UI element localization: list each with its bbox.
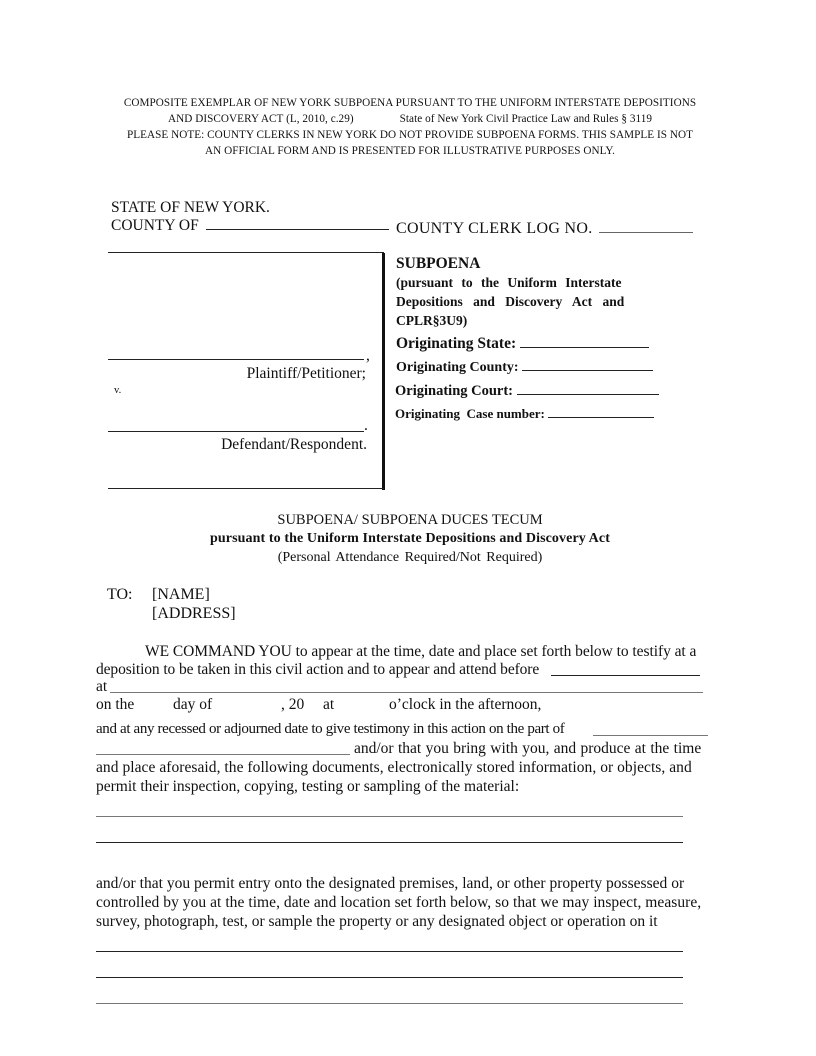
originating-state-field[interactable] <box>520 333 649 348</box>
subtitle-text-1: (pursuant to the Uniform Interstate <box>396 275 622 290</box>
attend-before-field[interactable] <box>551 675 700 676</box>
caption-bottom-rule <box>108 488 384 489</box>
plaintiff-field[interactable] <box>108 345 364 360</box>
header-cplr-citation: State of New York Civil Practice Law and Rules § 3119 <box>399 113 652 125</box>
plaintiff-label: Plaintiff/Petitioner; <box>246 365 366 382</box>
property-line-2[interactable] <box>96 977 683 978</box>
on-behalf-of-field[interactable] <box>593 735 708 736</box>
defendant-period: . <box>364 417 368 434</box>
originating-court-field[interactable] <box>517 381 659 395</box>
produce-line-1: and/or that you bring with you, and produce at the time <box>354 740 702 757</box>
materials-line-2[interactable] <box>96 842 683 843</box>
at-label: at <box>96 678 108 695</box>
document-title-block <box>180 511 640 567</box>
county-clerk-log <box>396 218 693 238</box>
location-field[interactable] <box>110 692 703 693</box>
entry-line-3: survey, photograph, test, or sample the property or any designated object or operation on it <box>96 913 658 930</box>
originating-case-label: Originating Case number: <box>395 406 545 421</box>
document-title: SUBPOENA/ SUBPOENA DUCES TECUM <box>277 512 543 528</box>
header-act-citation: AND DISCOVERY ACT (L, 2010, c.29) <box>168 113 354 125</box>
log-label: COUNTY CLERK LOG NO. <box>396 220 593 237</box>
county-label: COUNTY OF <box>111 217 199 234</box>
originating-state-row <box>396 333 649 354</box>
subtitle-line-2: Depositions and Discovery Act and <box>396 294 625 309</box>
command-line-1: WE COMMAND YOU to appear at the time, date and place set forth below to testify at a <box>145 643 697 660</box>
caption-vertical-bar <box>382 253 385 490</box>
on-the-label: on the <box>96 696 135 713</box>
year-label: , 20 <box>281 696 305 713</box>
header-line-4: AN OFFICIAL FORM AND IS PRESENTED FOR ILLUSTRATIVE PURPOSES ONLY. <box>205 145 615 157</box>
header-line-3: PLEASE NOTE: COUNTY CLERKS IN NEW YORK DO NOT PROVIDE SUBPOENA FORMS. THIS SAMPLE IS NOT <box>126 129 694 141</box>
document-header <box>80 95 740 159</box>
recess-line: and at any recessed or adjourned date to give testimony in this action on the part of <box>96 721 565 737</box>
versus-label: v. <box>114 385 122 396</box>
entry-line-1: and/or that you permit entry onto the designated premises, land, or other property possessed or <box>96 875 685 892</box>
log-number-field[interactable] <box>599 218 693 233</box>
document-subtitle: pursuant to the Uniform Interstate Depositions and Discovery Act <box>210 531 610 546</box>
originating-county-label: Originating County: <box>396 360 519 375</box>
oclock-label: o’clock in the afternoon, <box>389 696 542 713</box>
county-field[interactable] <box>206 215 389 230</box>
defendant-label: Defendant/Respondent. <box>221 436 367 453</box>
entry-line-2: controlled by you at the time, date and location set forth below, so that we may inspect, measure, <box>96 894 702 911</box>
subpoena-subtitle <box>396 273 641 330</box>
time-at-label: at <box>323 696 335 713</box>
defendant-field[interactable] <box>108 418 364 432</box>
property-line-1[interactable] <box>96 951 683 952</box>
recipient-address[interactable]: [ADDRESS] <box>152 605 236 622</box>
produce-line-2: and place aforesaid, the following documents, electronically stored information, or objects, and <box>96 759 692 776</box>
materials-line-1[interactable] <box>96 816 683 817</box>
plaintiff-comma: , <box>366 347 370 364</box>
venue-state: STATE OF NEW YORK. <box>111 199 270 216</box>
plaintiff-name-line[interactable] <box>108 345 368 360</box>
on-behalf-of-field-continued[interactable] <box>96 754 350 755</box>
recipient-name[interactable]: [NAME] <box>152 586 210 603</box>
header-line-2 <box>80 111 740 127</box>
command-line-2: deposition to be taken in this civil action and to appear and attend before <box>96 661 540 678</box>
venue-county <box>111 215 389 235</box>
attendance-note: (Personal Attendance Required/Not Required) <box>277 550 543 565</box>
subtitle-line-3: CPLR§3U9) <box>396 313 468 328</box>
header-line-1: COMPOSITE EXEMPLAR OF NEW YORK SUBPOENA PURSUANT TO THE UNIFORM INTERSTATE DEPOSITIONS <box>123 97 697 109</box>
produce-line-3: permit their inspection, copying, testing or sampling of the material: <box>96 778 520 795</box>
originating-state-label: Originating State: <box>396 335 517 352</box>
originating-case-field[interactable] <box>548 405 654 418</box>
day-of-label: day of <box>173 696 213 713</box>
originating-county-field[interactable] <box>522 357 653 371</box>
subtitle-line-1 <box>396 273 641 292</box>
originating-case-row <box>395 405 654 423</box>
originating-court-label: Originating Court: <box>395 383 514 399</box>
defendant-name-line[interactable] <box>108 418 368 432</box>
caption-top-rule <box>108 252 384 253</box>
subpoena-title: SUBPOENA <box>396 255 481 272</box>
originating-court-row <box>395 381 659 401</box>
date-row <box>96 695 134 714</box>
originating-county-row <box>396 357 653 377</box>
to-label: TO: <box>107 586 133 603</box>
property-line-3[interactable] <box>96 1003 683 1004</box>
